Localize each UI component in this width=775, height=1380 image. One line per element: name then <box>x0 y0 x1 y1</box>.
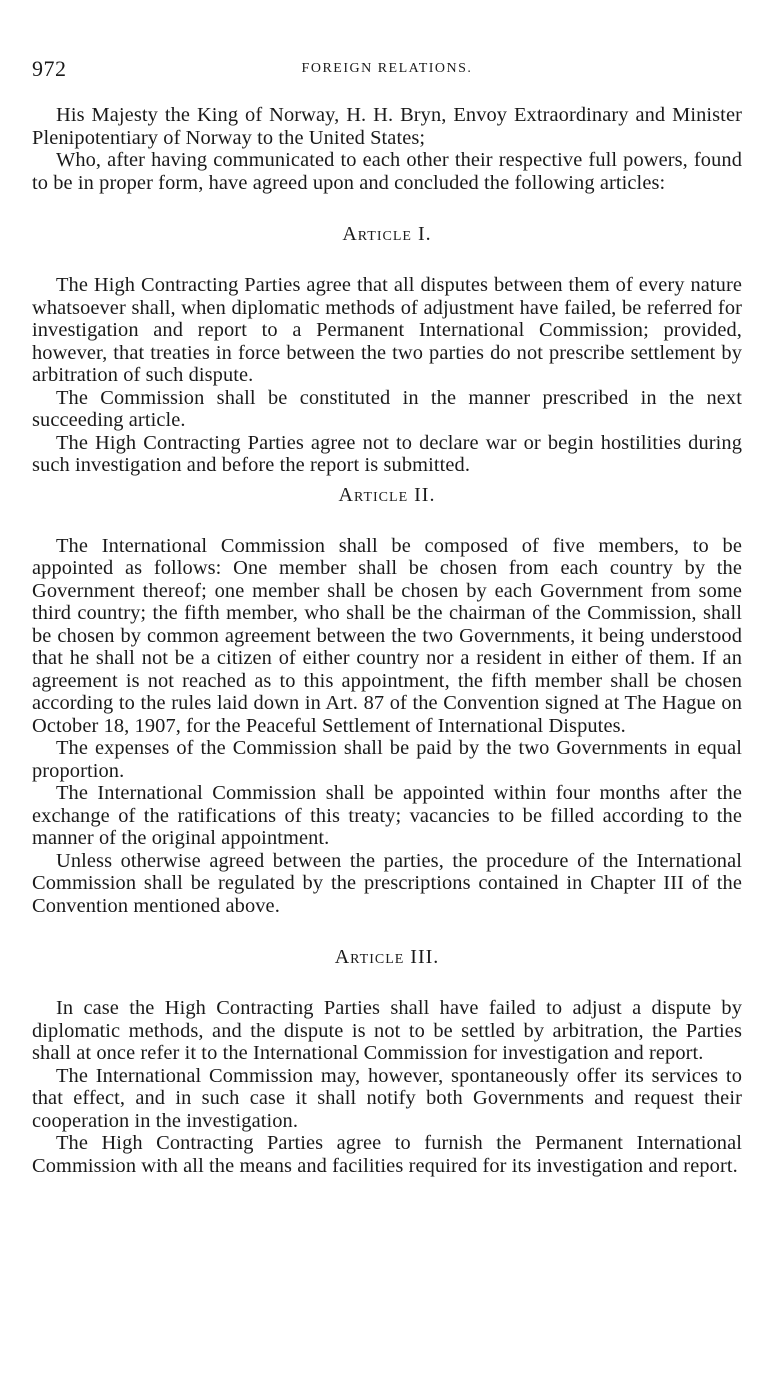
article-2-paragraph-3: The International Commission shall be appointed within four months after the exchange of the ratifications of this treaty; vacancies to be filled according to the manner of the original appointment. <box>32 782 742 849</box>
page-number: 972 <box>32 56 67 81</box>
article-2-paragraph-2: The expenses of the Commission shall be paid by the two Governments in equal proportion. <box>32 737 742 782</box>
article-1-paragraph-2: The Commission shall be constituted in the manner prescribed in the next succeeding article. <box>32 386 742 431</box>
article-3-paragraph-2: The International Commission may, however, spontaneously offer its services to that effect, and in such case it shall notify both Governments and request their cooperation in the investigation. <box>32 1064 742 1132</box>
article-1-heading: Article I. <box>342 223 432 245</box>
intro-paragraph-2: Who, after having communicated to each other their respective full powers, found to be in proper form, have agreed upon and concluded the following articles: <box>32 149 742 194</box>
running-head <box>32 56 742 84</box>
article-1-paragraph-1: The High Contracting Parties agree that all disputes between them of every nature whatsoever shall, when diplomatic methods of adjustment have failed, be referred for investigation and report to a Permanent International Commission; provided, however, that treaties in force between the two parties do not prescribe settlement by arbitration of such dispute. <box>32 274 742 386</box>
running-title: FOREIGN RELATIONS. <box>301 61 473 76</box>
article-3-paragraph-1: In case the High Contracting Parties shall have failed to adjust a dispute by diplomatic methods, and the dispute is not to be settled by arbitration, the Parties shall at once refer it to the International Commission for investigation and report. <box>32 997 742 1064</box>
article-3-heading: Article III. <box>334 946 440 968</box>
document-page <box>32 56 742 1177</box>
article-1-paragraph-3: The High Contracting Parties agree not to declare war or begin hostilities during such investigation and before the report is submitted. <box>32 431 742 476</box>
article-3-paragraph-3: The High Contracting Parties agree to furnish the Permanent International Commission with all the means and facilities required for its investigation and report. <box>32 1132 742 1177</box>
article-2-paragraph-1: The International Commission shall be composed of five members, to be appointed as follows: One member shall be chosen from each country by the Government thereof; one member shall be chosen by each Government from some third country; the fifth member, who shall be the chairman of the Commission, shall be chosen by common agreement between the two Governments, it being understood that he shall not be a citizen of either country nor a resident in either of them. If an agreement is not reached as to this appointment, the fifth member shall be chosen according to the rules laid down in Art. 87 of the Convention signed at The Hague on October 18, 1907, for the Peaceful Settlement of International Disputes. <box>32 534 742 737</box>
article-2-paragraph-4: Unless otherwise agreed between the parties, the procedure of the International Commission shall be regulated by the prescriptions contained in Chapter III of the Convention mentioned above. <box>32 849 742 917</box>
intro-paragraph-1: His Majesty the King of Norway, H. H. Bryn, Envoy Extraordinary and Minister Plenipotentiary of Norway to the United States; <box>32 104 742 149</box>
article-2-heading: Article II. <box>338 483 436 506</box>
